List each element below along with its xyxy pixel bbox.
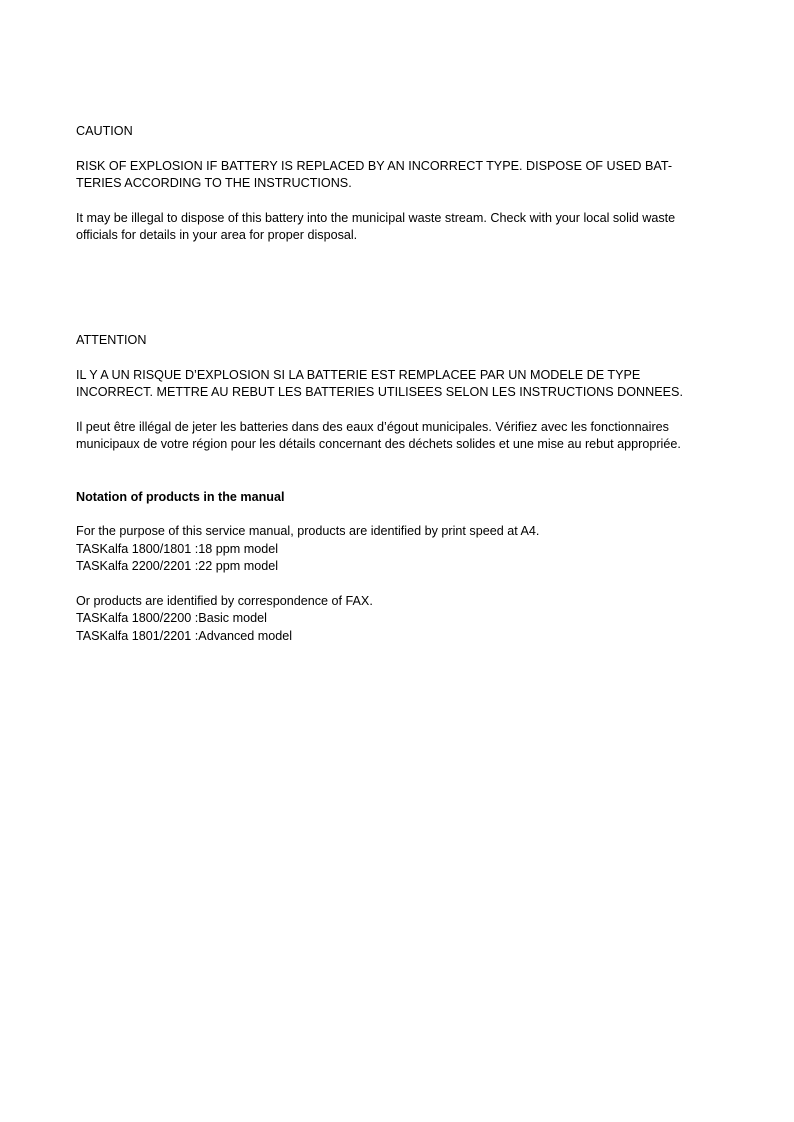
notation-speed-model-22ppm: TASKalfa 2200/2201 :22 ppm model — [76, 559, 279, 574]
notation-speed-model-18ppm: TASKalfa 1800/1801 :18 ppm model — [76, 541, 279, 556]
caution-warning-line-1: RISK OF EXPLOSION IF BATTERY IS REPLACED BY AN INCORRECT TYPE. DISPOSE OF USED BAT- — [76, 158, 673, 173]
attention-warning-line-1: IL Y A UN RISQUE D’EXPLOSION SI LA BATTERIE EST REMPLACEE PAR UN MODELE DE TYPE — [76, 367, 641, 382]
notation-section — [76, 489, 726, 646]
attention-heading: ATTENTION — [76, 332, 147, 347]
notation-speed-intro: For the purpose of this service manual, products are identified by print speed at A4. — [76, 524, 540, 539]
notation-fax-basic-model: TASKalfa 1800/2200 :Basic model — [76, 611, 267, 626]
attention-warning-line-2: INCORRECT. METTRE AU REBUT LES BATTERIES UTILISEES SELON LES INSTRUCTIONS DONNEES. — [76, 385, 683, 400]
caution-heading: CAUTION — [76, 124, 133, 138]
attention-section — [76, 332, 726, 454]
notation-fax-advanced-model: TASKalfa 1801/2201 :Advanced model — [76, 628, 293, 643]
attention-note-line-2: municipaux de votre région pour les détails concernant des déchets solides et une mise au rebut appropriée. — [76, 437, 681, 452]
document-page — [76, 123, 726, 645]
caution-section — [76, 123, 726, 245]
notation-fax-intro: Or products are identified by correspondence of FAX. — [76, 594, 373, 609]
attention-note-line-1: Il peut être illégal de jeter les batteries dans des eaux d’égout municipales. Vérifiez avec les fonctionnaires — [76, 419, 669, 434]
caution-note-line-2: officials for details in your area for proper disposal. — [76, 228, 358, 243]
caution-note-line-1: It may be illegal to dispose of this battery into the municipal waste stream. Check with your local solid waste — [76, 211, 676, 225]
caution-warning-line-2: TERIES ACCORDING TO THE INSTRUCTIONS. — [76, 176, 352, 191]
notation-heading: Notation of products in the manual — [76, 489, 285, 504]
